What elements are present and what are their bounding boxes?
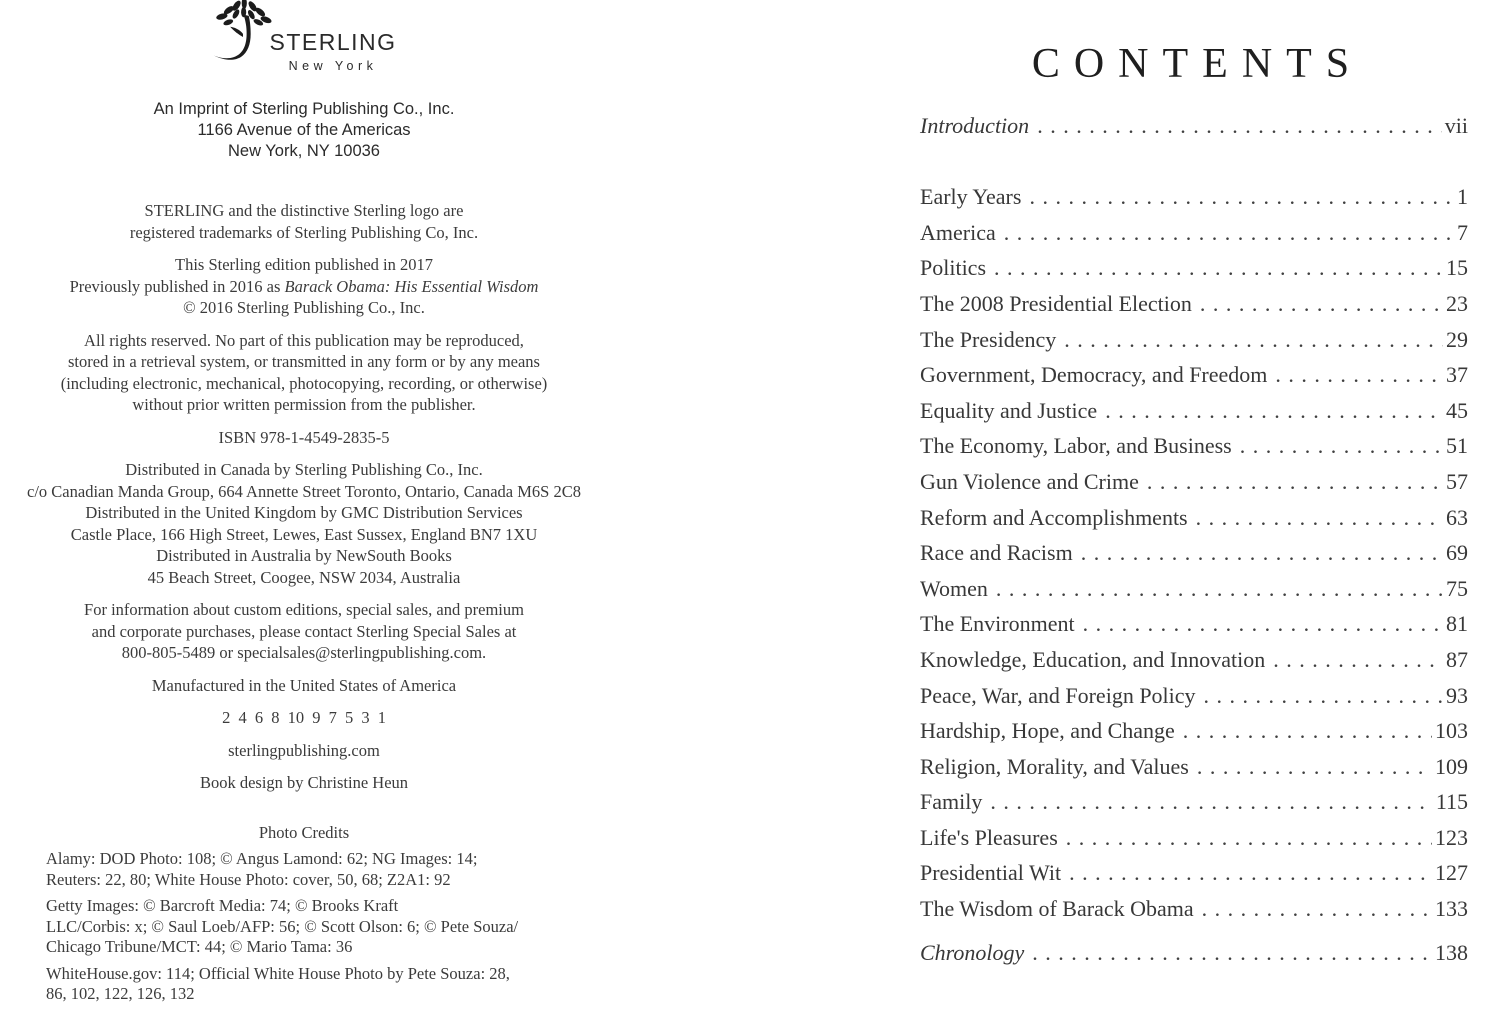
dot-leader bbox=[1105, 400, 1443, 422]
dot-leader bbox=[1275, 364, 1443, 386]
copyright-line: © 2016 Sterling Publishing Co., Inc. bbox=[183, 298, 425, 317]
isbn: ISBN 978-1-4549-2835-5 bbox=[218, 427, 390, 447]
toc-row bbox=[920, 504, 1468, 530]
dot-leader bbox=[1069, 862, 1432, 884]
rights-line: (including electronic, mechanical, photocopying, recording, or otherwise) bbox=[60, 373, 548, 393]
dot-leader bbox=[1197, 756, 1432, 778]
dot-leader bbox=[990, 791, 1432, 813]
toc-title: Equality and Justice bbox=[920, 397, 1098, 423]
toc-page-number: 103 bbox=[1435, 718, 1468, 744]
toc-page-number: 29 bbox=[1446, 326, 1468, 352]
toc-row-introduction bbox=[920, 115, 1468, 137]
tree-icon bbox=[211, 0, 275, 62]
dot-leader bbox=[1029, 186, 1454, 208]
toc-title: The Economy, Labor, and Business bbox=[920, 433, 1232, 459]
toc-page-number: 93 bbox=[1446, 682, 1468, 708]
toc-row bbox=[920, 575, 1468, 601]
distribution-line: Distributed in Canada by Sterling Publishing Co., Inc. bbox=[125, 460, 483, 479]
photo-credit-line: Getty Images: © Barcroft Media: 74; © Brooks Kraft bbox=[46, 896, 399, 915]
toc-page-number: 133 bbox=[1435, 896, 1468, 922]
dot-leader bbox=[1200, 293, 1443, 315]
toc-title: Introduction bbox=[920, 113, 1030, 138]
toc-title: Race and Racism bbox=[920, 540, 1073, 566]
publisher-logo bbox=[18, 0, 590, 90]
toc-title: America bbox=[920, 219, 996, 245]
dot-leader bbox=[1196, 507, 1443, 529]
toc-row bbox=[920, 364, 1468, 386]
dot-leader bbox=[1204, 685, 1443, 707]
toc-row bbox=[920, 720, 1468, 742]
toc-page-number: 1 bbox=[1457, 184, 1468, 210]
distribution-line: 45 Beach Street, Coogee, NSW 2034, Australia bbox=[147, 567, 461, 587]
edition-line-prefix: Previously published in 2016 as bbox=[69, 276, 285, 296]
toc-row bbox=[920, 219, 1468, 245]
publisher-city: New York bbox=[288, 59, 378, 73]
photo-credit-getty bbox=[18, 896, 590, 958]
dot-leader bbox=[1081, 542, 1443, 564]
toc-row bbox=[920, 682, 1468, 708]
toc-page-number: 63 bbox=[1446, 504, 1468, 530]
toc-page-number: 109 bbox=[1435, 753, 1468, 779]
toc-row bbox=[920, 542, 1468, 564]
toc-page-number: 7 bbox=[1457, 219, 1468, 245]
special-sales-notice bbox=[18, 599, 590, 664]
imprint-address bbox=[18, 99, 590, 162]
publisher-website: sterlingpublishing.com bbox=[228, 740, 380, 760]
toc-row bbox=[920, 862, 1468, 884]
dot-leader bbox=[1147, 471, 1443, 493]
edition-notice bbox=[18, 254, 590, 319]
toc-row bbox=[920, 824, 1468, 850]
toc-row bbox=[920, 257, 1468, 279]
dot-leader bbox=[1032, 942, 1432, 964]
toc-page-number: 45 bbox=[1446, 397, 1468, 423]
special-sales-line: For information about custom editions, special sales, and premium bbox=[84, 600, 524, 619]
photo-credit-line: Alamy: DOD Photo: 108; © Angus Lamond: 62; NG Images: 14; bbox=[46, 849, 478, 868]
dot-leader bbox=[1083, 613, 1443, 635]
toc-page-number: 23 bbox=[1446, 290, 1468, 316]
distribution-line: c/o Canadian Manda Group, 664 Annette Street Toronto, Ontario, Canada M6S 2C8 bbox=[27, 481, 581, 501]
toc-title: Peace, War, and Foreign Policy bbox=[920, 682, 1196, 708]
previous-title: Barack Obama: His Essential Wisdom bbox=[284, 276, 539, 296]
rights-line: All rights reserved. No part of this publication may be reproduced, bbox=[84, 330, 524, 350]
copyright-content bbox=[18, 0, 590, 1005]
toc-title: Hardship, Hope, and Change bbox=[920, 718, 1175, 744]
toc-title: Life's Pleasures bbox=[920, 824, 1058, 850]
publisher-logo-text bbox=[269, 30, 396, 78]
trademark-line: registered trademarks of Sterling Publishing Co, Inc. bbox=[129, 222, 479, 242]
imprint-line: An Imprint of Sterling Publishing Co., Inc. bbox=[153, 100, 455, 118]
special-sales-line: and corporate purchases, please contact Sterling Special Sales at bbox=[91, 621, 517, 641]
rights-notice bbox=[18, 330, 590, 416]
toc-page-number: 57 bbox=[1446, 468, 1468, 494]
contents-heading: CONTENTS bbox=[1031, 41, 1364, 87]
toc-title: Chronology bbox=[920, 940, 1025, 966]
toc-row bbox=[920, 290, 1468, 316]
manufactured-notice: Manufactured in the United States of America bbox=[151, 675, 457, 695]
imprint-line: 1166 Avenue of the Americas bbox=[197, 121, 411, 139]
edition-line bbox=[18, 276, 590, 298]
photo-credit-line: Reuters: 22, 80; White House Photo: cover, 50, 68; Z2A1: 92 bbox=[46, 869, 451, 889]
toc-row bbox=[920, 468, 1468, 494]
toc-title: The Wisdom of Barack Obama bbox=[920, 896, 1194, 922]
toc-title: Early Years bbox=[920, 184, 1022, 210]
dot-leader bbox=[1240, 435, 1443, 457]
dot-leader bbox=[996, 578, 1443, 600]
toc-page-number: 37 bbox=[1446, 362, 1468, 388]
dot-leader bbox=[1064, 329, 1443, 351]
book-design-credit: Book design by Christine Heun bbox=[199, 773, 409, 792]
toc-row bbox=[920, 753, 1468, 779]
toc-title: Presidential Wit bbox=[920, 860, 1062, 886]
toc-page-number: 127 bbox=[1435, 860, 1468, 886]
toc-title: Family bbox=[920, 789, 983, 815]
dot-leader bbox=[994, 257, 1443, 279]
toc-title: Knowledge, Education, and Innovation bbox=[920, 646, 1266, 672]
toc-row bbox=[920, 613, 1468, 635]
publisher-name: STERLING bbox=[269, 29, 397, 55]
distribution-notice bbox=[18, 459, 590, 588]
photo-credits-heading: Photo Credits bbox=[258, 822, 350, 842]
print-run-numbers: 2 4 6 8 10 9 7 5 3 1 bbox=[222, 708, 386, 727]
toc-row-chronology bbox=[920, 942, 1468, 964]
photo-credit-line: LLC/Corbis: x; © Saul Loeb/AFP: 56; © Scott Olson: 6; © Pete Souza/ bbox=[46, 916, 519, 936]
toc-page-number: 15 bbox=[1446, 255, 1468, 281]
edition-line: This Sterling edition published in 2017 bbox=[174, 255, 434, 274]
distribution-line: Castle Place, 166 High Street, Lewes, East Sussex, England BN7 1XU bbox=[70, 524, 538, 544]
photo-credit-whitehouse bbox=[18, 964, 590, 1005]
toc-chapter-list bbox=[920, 186, 1468, 920]
special-sales-line: 800-805-5489 or specialsales@sterlingpublishing.com. bbox=[121, 643, 487, 662]
photo-credit-line: Chicago Tribune/MCT: 44; © Mario Tama: 36 bbox=[46, 937, 353, 956]
distribution-line: Distributed in the United Kingdom by GMC Distribution Services bbox=[85, 503, 523, 522]
photo-credit-line: WhiteHouse.gov: 114; Official White House Photo by Pete Souza: 28, bbox=[46, 963, 510, 983]
distribution-line: Distributed in Australia by NewSouth Books bbox=[156, 546, 452, 565]
rights-line: without prior written permission from the publisher. bbox=[132, 395, 476, 414]
toc-title: The 2008 Presidential Election bbox=[920, 290, 1192, 316]
photo-credit-alamy bbox=[18, 849, 590, 890]
dot-leader bbox=[1183, 720, 1432, 742]
dot-leader bbox=[1066, 827, 1432, 849]
toc-title: The Environment bbox=[920, 611, 1075, 637]
toc-page-number: 51 bbox=[1446, 433, 1468, 459]
toc-page-number: 115 bbox=[1435, 789, 1468, 815]
dot-leader bbox=[1202, 898, 1432, 920]
photo-credit-line: 86, 102, 122, 126, 132 bbox=[46, 984, 195, 1003]
toc-row bbox=[920, 646, 1468, 672]
toc-title: Government, Democracy, and Freedom bbox=[920, 362, 1268, 388]
toc-title: Religion, Morality, and Values bbox=[920, 753, 1189, 779]
toc-page-number: 87 bbox=[1446, 646, 1468, 672]
toc-page-number: 81 bbox=[1446, 611, 1468, 637]
toc-title: Women bbox=[920, 575, 988, 601]
dot-leader bbox=[1037, 115, 1442, 137]
imprint-line: New York, NY 10036 bbox=[228, 142, 380, 160]
toc-page-number: 75 bbox=[1446, 575, 1468, 601]
toc-title: Gun Violence and Crime bbox=[920, 468, 1139, 494]
toc-row bbox=[920, 397, 1468, 423]
toc-page-number: 138 bbox=[1435, 940, 1468, 966]
toc-row bbox=[920, 791, 1468, 813]
toc-title: The Presidency bbox=[920, 326, 1057, 352]
toc-title: Politics bbox=[920, 255, 987, 281]
dot-leader bbox=[1273, 649, 1443, 671]
toc-page-number: vii bbox=[1444, 113, 1468, 138]
rights-line: stored in a retrieval system, or transmitted in any form or by any means bbox=[68, 352, 540, 371]
trademark-notice bbox=[18, 200, 590, 243]
toc-row bbox=[920, 435, 1468, 457]
toc-page-number: 69 bbox=[1446, 540, 1468, 566]
trademark-line: STERLING and the distinctive Sterling logo are bbox=[144, 201, 464, 220]
toc-page-number: 123 bbox=[1435, 824, 1468, 850]
contents-page bbox=[750, 0, 1500, 1020]
toc-row bbox=[920, 898, 1468, 920]
toc-row bbox=[920, 326, 1468, 352]
toc-title: Reform and Accomplishments bbox=[920, 504, 1188, 530]
dot-leader bbox=[1004, 222, 1454, 244]
toc-row bbox=[920, 186, 1468, 208]
